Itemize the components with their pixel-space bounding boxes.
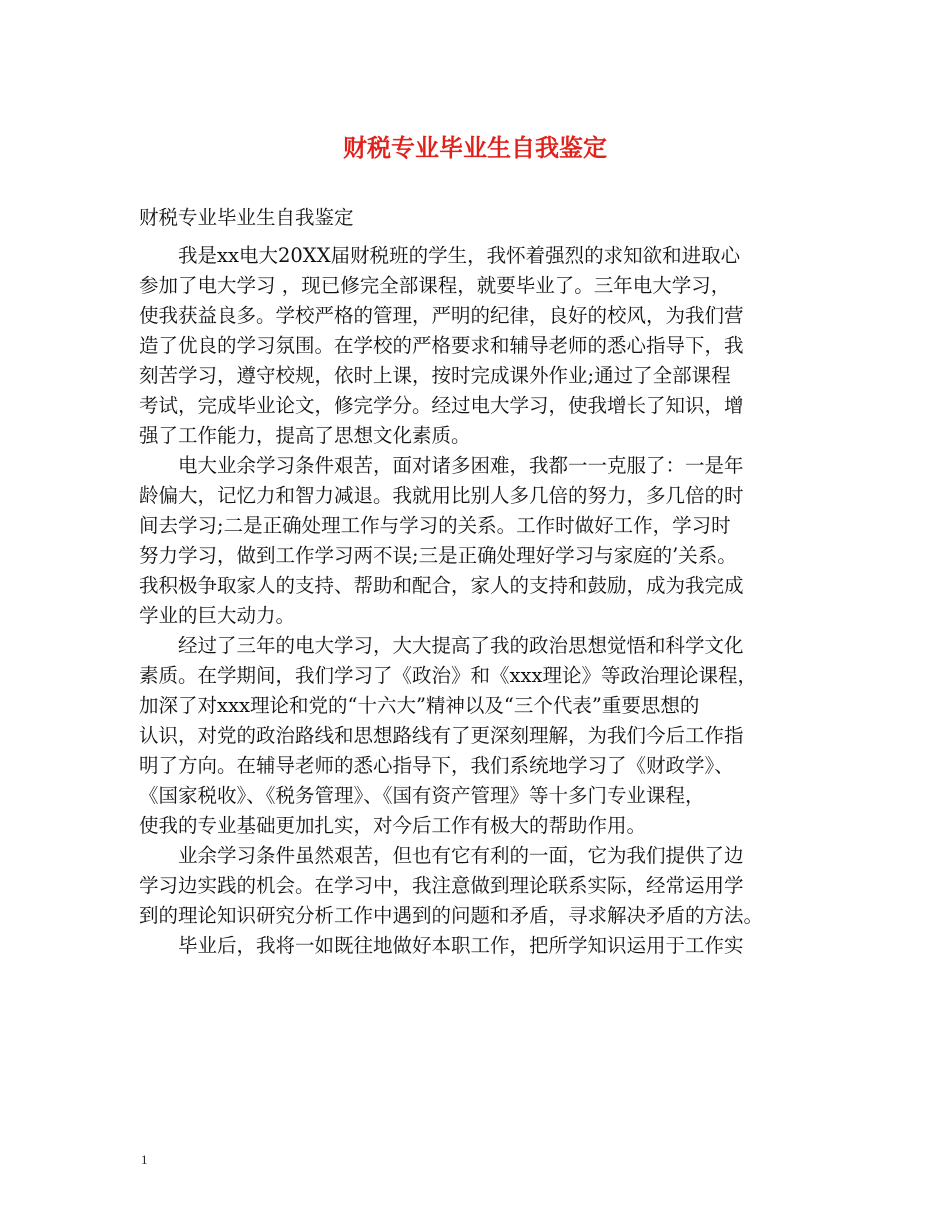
- document-title: 财税专业毕业生自我鉴定: [343, 133, 607, 162]
- document-subtitle: 财税专业毕业生自我鉴定: [139, 206, 354, 229]
- text-line: 努力学习，做到工作学习两不误;三是正确处理好学习与家庭的’关系。: [139, 544, 737, 567]
- text-line: 间去学习;二是正确处理工作与学习的关系。工作时做好工作，学习时: [139, 514, 731, 537]
- text-line: 参加了电大学习 ，现已修完全部课程，就要毕业了。三年电大学习，: [139, 274, 731, 297]
- text-line: 龄偏大，记忆力和智力减退。我就用比别人多几倍的努力，多几倍的时: [139, 484, 744, 507]
- text-line: 学业的巨大动力。: [139, 604, 296, 627]
- paragraph-2: [139, 451, 829, 631]
- text-line: 经过了三年的电大学习，大大提高了我的政治思想觉悟和科学文化: [178, 634, 744, 657]
- text-line: 使我的专业基础更加扎实，对今后工作有极大的帮助作用。: [139, 814, 647, 837]
- text-line: 加深了对xxx理论和党的“十六大”精神以及“三个代表”重要思想的: [139, 694, 700, 717]
- text-line: 业余学习条件虽然艰苦，但也有它有利的一面，它为我们提供了边: [178, 844, 744, 867]
- text-line: 素质。在学期间，我们学习了《政治》和《xxx理论》等政治理论课程，: [139, 664, 757, 687]
- paragraph-5: [139, 931, 829, 961]
- text-line: 刻苦学习，遵守校规，依时上课，按时完成课外作业;通过了全部课程: [139, 364, 731, 387]
- text-line: 学习边实践的机会。在学习中，我注意做到理论联系实际，经常运用学: [139, 874, 744, 897]
- text-line: 使我获益良多。学校严格的管理，严明的纪律，良好的校风，为我们营: [139, 304, 744, 327]
- text-line: 造了优良的学习氛围。在学校的严格要求和辅导老师的悉心指导下，我: [139, 334, 744, 357]
- paragraph-4: [139, 841, 829, 931]
- text-line: 强了工作能力，提高了思想文化素质。: [139, 424, 471, 447]
- text-line: 电大业余学习条件艰苦，面对诸多困难，我都一一克服了：一是年: [178, 454, 744, 477]
- paragraph-3: [139, 631, 829, 841]
- text-line: 认识，对党的政治路线和思想路线有了更深刻理解，为我们今后工作指: [139, 724, 744, 747]
- text-line: 我是xx电大20XX届财税班的学生，我怀着强烈的求知欲和进取心: [178, 244, 741, 267]
- text-line: 明了方向。在辅导老师的悉心指导下，我们系统地学习了《财政学》、: [139, 754, 734, 777]
- text-line: 到的理论知识研究分析工作中遇到的问题和矛盾，寻求解决矛盾的方法。: [139, 904, 764, 927]
- text-line: 《国家税收》、《税务管理》、《国有资产管理》等十多门专业课程，: [139, 784, 705, 807]
- paragraph-1: [139, 241, 829, 451]
- text-line: 考试，完成毕业论文，修完学分。经过电大学习，使我增长了知识，增: [139, 394, 744, 417]
- text-line: 毕业后，我将一如既往地做好本职工作，把所学知识运用于工作实: [178, 934, 744, 957]
- page-number: 1: [141, 1152, 148, 1167]
- text-line: 我积极争取家人的支持、帮助和配合，家人的支持和鼓励，成为我完成: [139, 574, 744, 597]
- document-body: [139, 241, 829, 961]
